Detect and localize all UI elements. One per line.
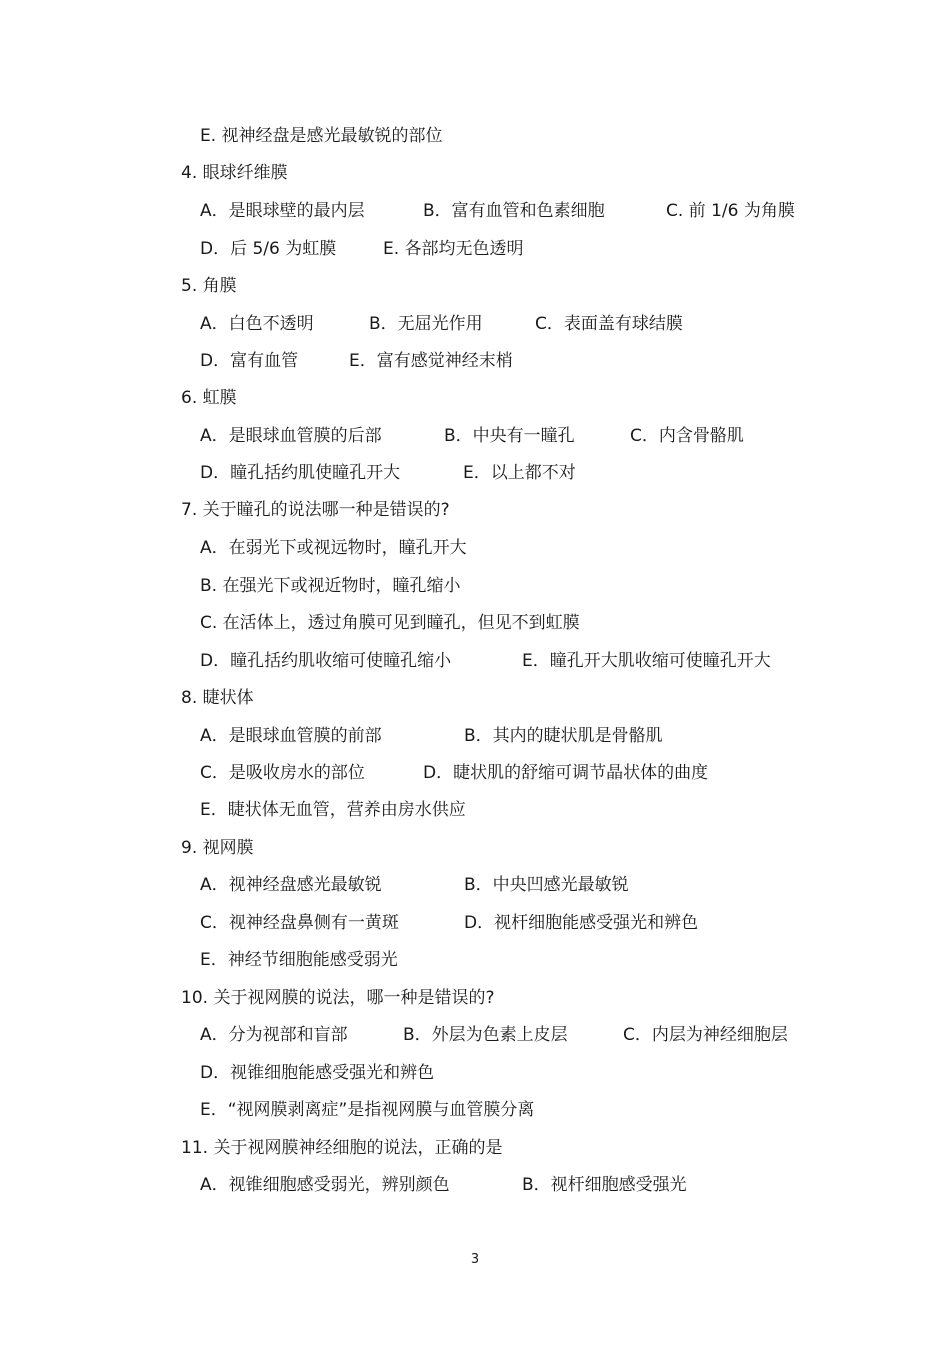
q6-stem: 6. 虹膜 <box>181 388 237 408</box>
q11-stem: 11. 关于视网膜神经细胞的说法，正确的是 <box>181 1138 503 1158</box>
q5-option-e: E．富有感觉神经末梢 <box>349 351 513 371</box>
q8-stem: 8. 睫状体 <box>181 688 254 708</box>
q10-stem: 10. 关于视网膜的说法，哪一种是错误的? <box>181 988 495 1008</box>
q9-option-d: D．视杆细胞能感受强光和辨色 <box>464 913 699 933</box>
q8-option-d: D．睫状肌的舒缩可调节晶状体的曲度 <box>423 763 709 783</box>
q4-option-e: E. 各部均无色透明 <box>383 239 524 259</box>
q8-option-c: C．是吸收房水的部位 <box>200 763 365 783</box>
q7-option-d: D．瞳孔括约肌收缩可使瞳孔缩小 <box>200 651 452 671</box>
q7-option-e: E．瞳孔开大肌收缩可使瞳孔开大 <box>522 651 771 671</box>
q8-option-b: B．其内的睫状肌是骨骼肌 <box>464 726 663 746</box>
q9-option-b: B．中央凹感光最敏锐 <box>464 875 629 895</box>
q6-option-c: C．内含骨骼肌 <box>630 426 744 446</box>
q10-option-c: C．内层为神经细胞层 <box>623 1025 788 1045</box>
q9-option-c: C．视神经盘鼻侧有一黄斑 <box>200 913 399 933</box>
q8-option-e: E．睫状体无血管，营养由房水供应 <box>200 800 466 820</box>
q5-stem: 5. 角膜 <box>181 276 237 296</box>
q6-option-e: E．以上都不对 <box>463 463 576 483</box>
q6-option-a: A．是眼球血管膜的后部 <box>200 426 382 446</box>
q10-option-d: D．视锥细胞能感受强光和辨色 <box>200 1063 435 1083</box>
q8-option-a: A．是眼球血管膜的前部 <box>200 726 382 746</box>
q4-option-d: D．后 5/6 为虹膜 <box>200 239 337 259</box>
q4-option-b: B．富有血管和色素细胞 <box>423 201 605 221</box>
q7-stem: 7. 关于瞳孔的说法哪一种是错误的? <box>181 500 450 520</box>
q9-option-a: A．视神经盘感光最敏锐 <box>200 875 382 895</box>
q3-option-e: E. 视神经盘是感光最敏锐的部位 <box>200 126 443 146</box>
q7-option-b: B. 在强光下或视近物时，瞳孔缩小 <box>200 576 461 596</box>
q11-option-a: A．视锥细胞感受弱光，辨别颜色 <box>200 1175 450 1195</box>
page-number: 3 <box>470 1252 480 1267</box>
q4-option-c: C. 前 1/6 为角膜 <box>666 201 795 221</box>
q7-option-c: C. 在活体上，透过角膜可见到瞳孔，但见不到虹膜 <box>200 613 580 633</box>
q5-option-a: A．白色不透明 <box>200 314 314 334</box>
q10-option-a: A．分为视部和盲部 <box>200 1025 348 1045</box>
q11-option-b: B．视杆细胞感受强光 <box>522 1175 687 1195</box>
q5-option-d: D．富有血管 <box>200 351 299 371</box>
q10-option-e: E．“视网膜剥离症”是指视网膜与血管膜分离 <box>200 1100 535 1120</box>
q5-option-c: C．表面盖有球结膜 <box>535 314 683 334</box>
q6-option-d: D．瞳孔括约肌使瞳孔开大 <box>200 463 401 483</box>
q9-stem: 9. 视网膜 <box>181 838 254 858</box>
q9-option-e: E．神经节细胞能感受弱光 <box>200 950 398 970</box>
q4-option-a: A．是眼球壁的最内层 <box>200 201 365 221</box>
q10-option-b: B．外层为色素上皮层 <box>403 1025 568 1045</box>
q7-option-a: A．在弱光下或视远物时，瞳孔开大 <box>200 538 467 558</box>
q4-stem: 4. 眼球纤维膜 <box>181 163 288 183</box>
q6-option-b: B．中央有一瞳孔 <box>444 426 575 446</box>
q5-option-b: B．无屈光作用 <box>369 314 483 334</box>
